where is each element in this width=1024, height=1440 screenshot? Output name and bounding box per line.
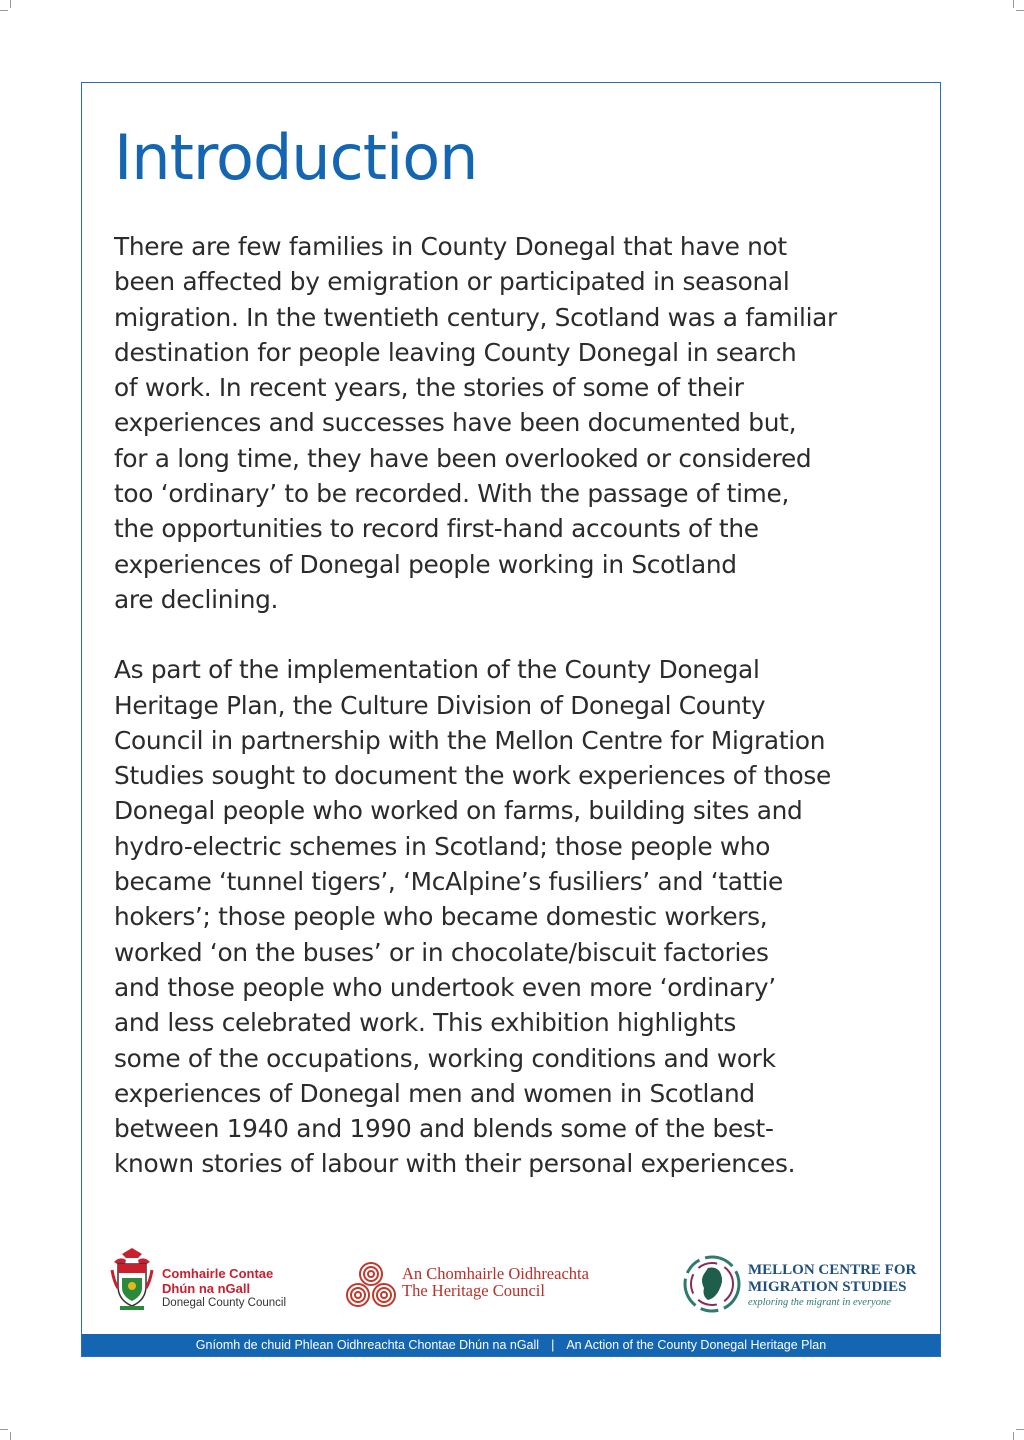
heritage-council-name-english: The Heritage Council: [402, 1281, 545, 1300]
heritage-council-logo: [344, 1260, 589, 1315]
council-name-irish-line1: Comhairle Contae: [162, 1266, 274, 1281]
council-name-english: Donegal County Council: [162, 1297, 287, 1309]
crop-mark: [0, 10, 8, 11]
poster-panel: [81, 82, 941, 1357]
footer-separator: |: [551, 1338, 555, 1352]
crop-mark: [1016, 10, 1024, 11]
crop-mark: [1013, 1432, 1014, 1440]
crop-mark: [10, 0, 11, 8]
crop-mark: [0, 1429, 8, 1430]
crop-mark: [1016, 1429, 1024, 1430]
mellon-name-line2: MIGRATION STUDIES: [748, 1279, 907, 1295]
mellon-tagline: exploring the migrant in everyone: [748, 1297, 891, 1308]
triskele-spiral-icon: [344, 1260, 398, 1310]
ireland-globe-icon: [682, 1254, 742, 1314]
paragraph-heritage-plan: As part of the implementation of the County Donegal Heritage Plan, the Culture Division of Donegal County Council in partnership with the Mellon Centre for Migration Studies sought to document the work experiences of those Donegal people who worked on farms, building sites and hydro-electric schemes in Scotland; those people who became ‘tunnel tigers’, ‘McAlpine’s fusiliers’ and ‘tattie hokers’; those people who became domestic workers, worked ‘on the buses’ or in chocolate/biscuit factories and those people who undertook even more ‘ordinary’ and less celebrated work. This exhibition highlights some of the occupations, working conditions and work experiences of Donegal men and women in Scotland between 1940 and 1990 and blends some of the best- known stories of labour with their personal experiences.: [114, 655, 831, 1179]
crop-mark: [10, 1432, 11, 1440]
page-title: Introduction: [114, 121, 478, 194]
council-name-irish-line2: Dhún na nGall: [162, 1281, 251, 1296]
heritage-council-name-irish: An Chomhairle Oidhreachta: [402, 1264, 589, 1283]
footer-banner: [82, 1334, 940, 1356]
mellon-name-line1: MELLON CENTRE FOR: [748, 1262, 917, 1278]
council-crest-icon: [110, 1246, 154, 1312]
partner-logos: [82, 1238, 940, 1328]
footer-english-text: An Action of the County Donegal Heritage Plan: [566, 1338, 827, 1352]
paragraph-intro: There are few families in County Donegal that have not been affected by emigration or participated in seasonal migration. In the twentieth century, Scotland was a familiar destination for people leaving County Donegal in search of work. In recent years, the stories of some of their experiences and successes have been documented but, for a long time, they have been overlooked or considered too ‘ordinary’ to be recorded. With the passage of time, the opportunities to record first-hand accounts of the experiences of Donegal people working in Scotland are declining.: [114, 232, 837, 614]
mellon-centre-logo: [682, 1254, 917, 1319]
crop-mark: [1013, 0, 1014, 8]
body-text: [114, 229, 914, 1182]
footer-irish-text: Gníomh de chuid Phlean Oidhreachta Chontae Dhún na nGall: [195, 1338, 540, 1352]
council-logo: [110, 1246, 287, 1317]
